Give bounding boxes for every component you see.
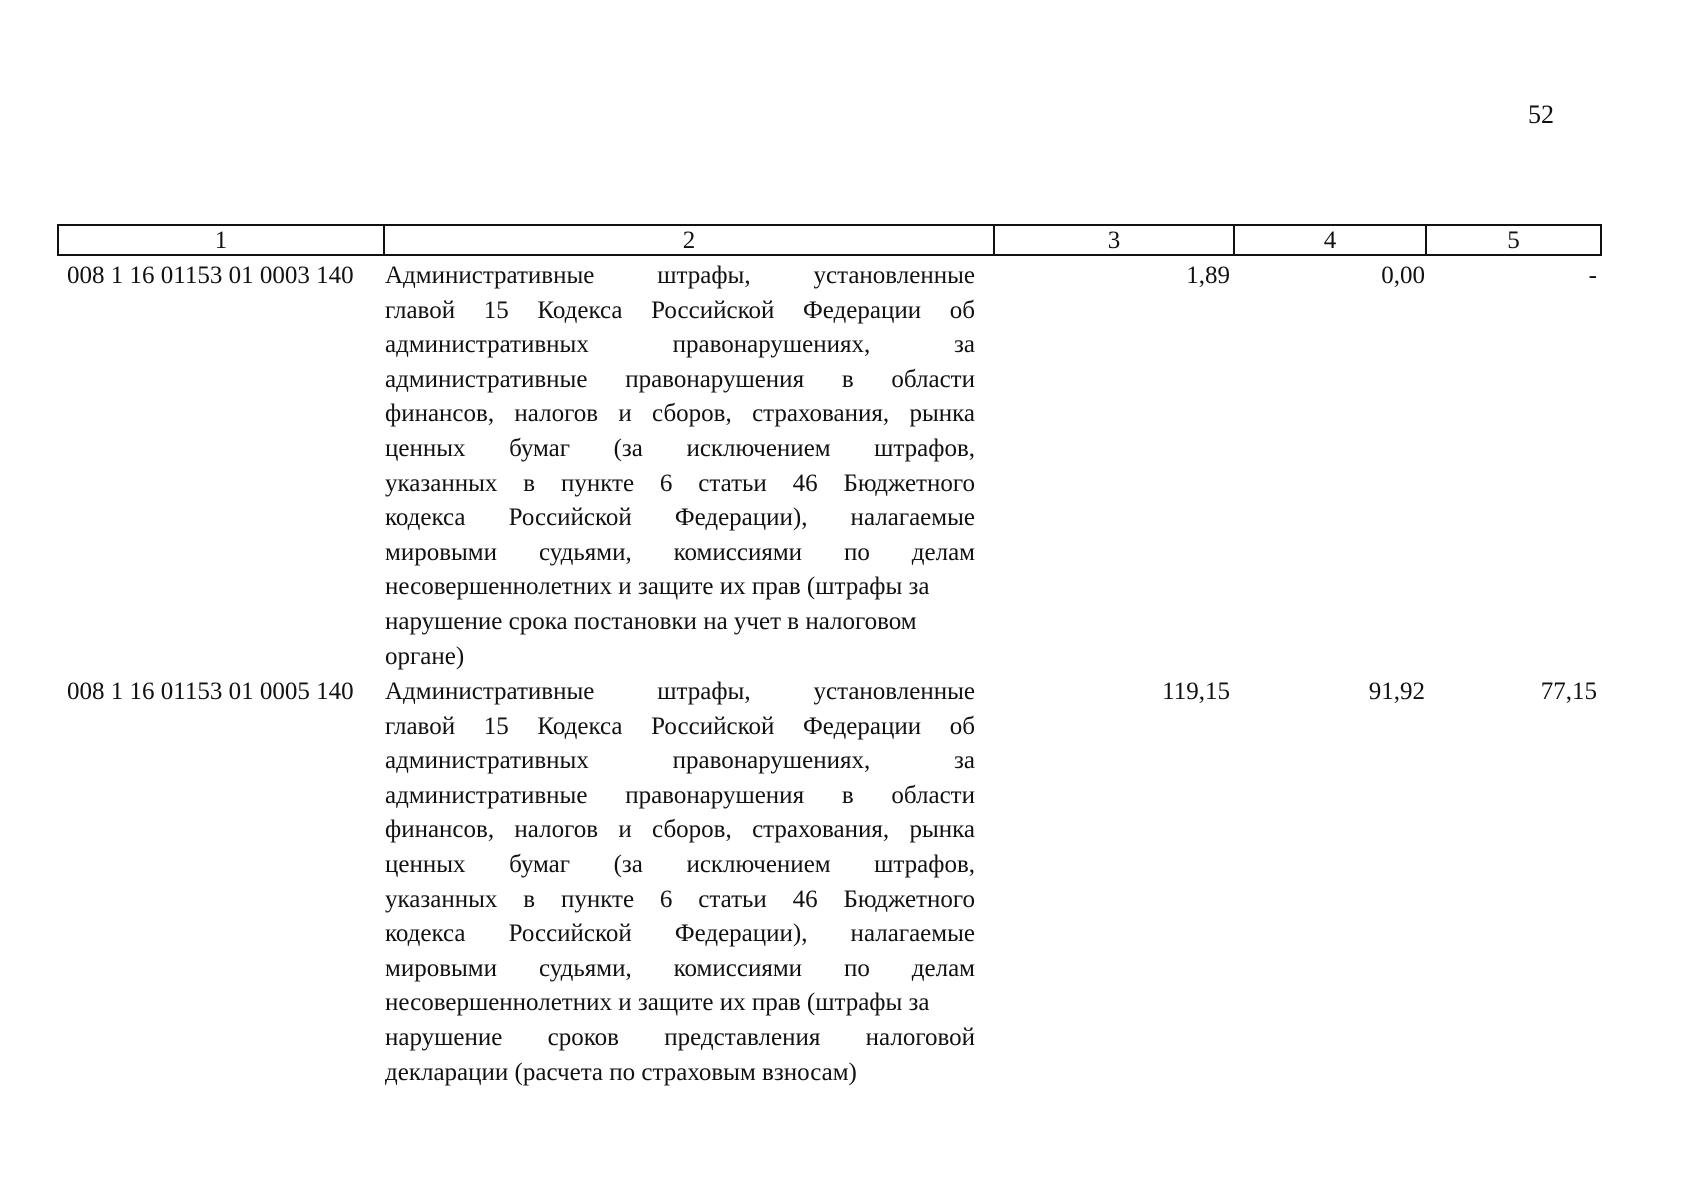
description-line: кодекса Российской Федерации), налагаемые bbox=[385, 920, 975, 948]
description-line: административных правонарушениях, за bbox=[385, 747, 975, 775]
table-header-col-1: 1 bbox=[59, 226, 385, 254]
budget-code: 008 1 16 01153 01 0005 140 bbox=[67, 678, 354, 705]
table-header-col-3: 3 bbox=[995, 226, 1235, 254]
value-col-5: 77,15 bbox=[1540, 678, 1597, 705]
description-line: мировыми судьями, комиссиями по делам bbox=[385, 954, 975, 982]
budget-code: 008 1 16 01153 01 0003 140 bbox=[67, 262, 354, 289]
description-line: главой 15 Кодекса Российской Федерации об bbox=[385, 712, 975, 740]
description-line: административных правонарушениях, за bbox=[385, 331, 975, 359]
description-line: финансов, налогов и сборов, страхования, рынка bbox=[385, 400, 975, 428]
description-line: финансов, налогов и сборов, страхования, рынка bbox=[385, 816, 975, 844]
description-line: Административные штрафы, установленные bbox=[385, 262, 975, 289]
description-line: ценных бумаг (за исключением штрафов, bbox=[385, 850, 975, 878]
description-line: нарушение срока постановки на учет в налоговом bbox=[385, 607, 917, 635]
value-col-5: - bbox=[1588, 262, 1597, 289]
row-description bbox=[385, 675, 975, 1090]
table-header-col-4: 4 bbox=[1235, 226, 1427, 254]
description-line: главой 15 Кодекса Российской Федерации об bbox=[385, 296, 975, 324]
description-line: мировыми судьями, комиссиями по делам bbox=[385, 538, 975, 566]
value-col-4: 91,92 bbox=[1368, 678, 1425, 705]
description-line: кодекса Российской Федерации), налагаемые bbox=[385, 504, 975, 532]
value-col-3: 119,15 bbox=[1162, 678, 1230, 705]
description-line: Административные штрафы, установленные bbox=[385, 678, 975, 705]
value-col-4: 0,00 bbox=[1381, 262, 1425, 289]
description-line: органе) bbox=[385, 642, 465, 670]
table-header-col-2: 2 bbox=[385, 226, 995, 254]
table-header-row bbox=[57, 224, 1602, 256]
description-line: административные правонарушения в области bbox=[385, 781, 975, 809]
description-line: декларации (расчета по страховым взносам) bbox=[385, 1058, 857, 1086]
row-description bbox=[385, 259, 975, 674]
description-line: указанных в пункте 6 статьи 46 Бюджетного bbox=[385, 885, 975, 913]
description-line: несовершеннолетних и защите их прав (штрафы за bbox=[385, 989, 930, 1017]
value-col-3: 1,89 bbox=[1186, 262, 1230, 289]
table-header-col-5: 5 bbox=[1507, 227, 1520, 254]
page-number: 52 bbox=[1528, 100, 1554, 129]
description-line: несовершеннолетних и защите их прав (штрафы за bbox=[385, 573, 930, 601]
description-line: административные правонарушения в области bbox=[385, 365, 975, 393]
description-line: нарушение сроков представления налоговой bbox=[385, 1023, 975, 1051]
description-line: ценных бумаг (за исключением штрафов, bbox=[385, 434, 975, 462]
description-line: указанных в пункте 6 статьи 46 Бюджетного bbox=[385, 469, 975, 497]
